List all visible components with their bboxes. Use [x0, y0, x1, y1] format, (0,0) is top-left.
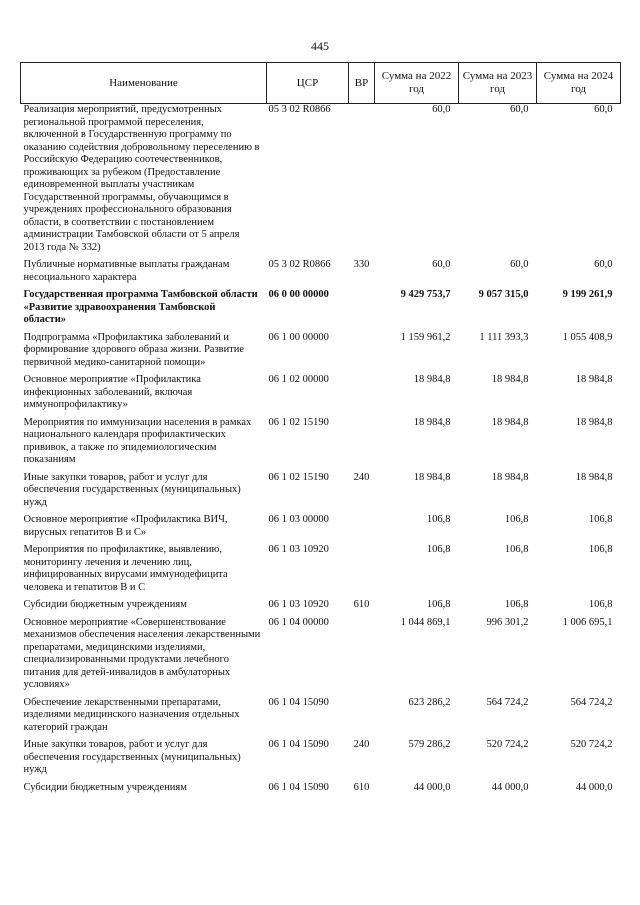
- row-2022: 60,0: [432, 259, 451, 270]
- header-code: ЦСР: [267, 63, 349, 104]
- row-2024: 564 724,2: [570, 696, 613, 708]
- table-row: [21, 509, 621, 539]
- row-2023: 996 301,2: [486, 616, 529, 628]
- row-code: 06 0 00 00000: [268, 289, 329, 300]
- row-vr: [349, 327, 375, 370]
- header-2022: Сумма на 2022 год: [375, 63, 459, 104]
- row-2022: 1 159 961,2: [400, 331, 451, 343]
- row-2024: 18 984,8: [575, 374, 613, 385]
- row-code: 06 1 02 15190: [268, 471, 329, 483]
- row-2022: 1 044 869,1: [400, 616, 451, 628]
- row-name: Основное мероприятие «Профилактика инфекционных заболеваний, включая иммунопрофилактику»: [23, 374, 201, 410]
- page-number: 445: [311, 39, 329, 53]
- row-vr: [349, 104, 375, 255]
- row-name: Иные закупки товаров, работ и услуг для обеспечения государственных (муниципальных) нужд: [23, 471, 241, 508]
- table-row: [21, 369, 621, 412]
- row-code: 06 1 03 00000: [268, 514, 329, 525]
- table-row: [21, 777, 621, 795]
- row-code: 05 3 02 R0866: [268, 104, 331, 115]
- row-vr: [349, 412, 375, 467]
- row-name: Субсидии бюджетным учреждениям: [23, 781, 187, 793]
- row-code: 06 1 04 00000: [268, 616, 329, 628]
- row-name: Реализация мероприятий, предусмотренных региональной программой переселения, включенной в Государственную программу по оказанию содействия добровольному переселению в Российскую Федерацию соотечественников, проживающих за рубежом (Предоставление единовременной выплаты участникам Государственной программы, обучающимся в учреждениях профессионального образования области, в соответствии с постановлением администрации Тамбовской области от 5 апреля 2013 года № 332): [23, 104, 260, 253]
- table-row: [21, 467, 621, 510]
- row-2023: 18 984,8: [491, 374, 529, 385]
- row-2024: 9 199 261,9: [562, 289, 613, 300]
- row-2023: 520 724,2: [486, 739, 529, 750]
- row-vr: [349, 369, 375, 412]
- row-name: Государственная программа Тамбовской области «Развитие здравоохранения Тамбовской области»: [23, 289, 258, 325]
- table-row: [21, 254, 621, 284]
- row-code: 06 1 04 15090: [268, 781, 329, 793]
- table-row: [21, 594, 621, 612]
- row-2022: 9 429 753,7: [400, 289, 451, 300]
- row-2024: 520 724,2: [570, 739, 613, 750]
- budget-table: [20, 62, 621, 794]
- row-code: 06 1 00 00000: [268, 331, 329, 343]
- row-2023: 106,8: [504, 599, 529, 610]
- row-name: Подпрограмма «Профилактика заболеваний и формирование здорового образа жизни. Развитие первичной медико-санитарной помощи»: [23, 331, 245, 368]
- row-code: 06 1 02 00000: [268, 374, 329, 385]
- row-2023: 18 984,8: [491, 471, 529, 483]
- row-name: Обеспечение лекарственными препаратами, изделиями медицинского назначения отдельных категорий граждан: [23, 696, 240, 733]
- row-2022: 579 286,2: [408, 739, 451, 750]
- table-body: [21, 104, 621, 795]
- row-2023: 564 724,2: [486, 696, 529, 708]
- row-2022: 18 984,8: [413, 374, 451, 385]
- row-2024: 106,8: [588, 514, 613, 525]
- header-2023: Сумма на 2023 год: [459, 63, 537, 104]
- row-2024: 106,8: [588, 599, 613, 610]
- row-2023: 60,0: [510, 259, 529, 270]
- row-2022: 623 286,2: [408, 696, 451, 708]
- table-row: [21, 327, 621, 370]
- table-row: [21, 692, 621, 735]
- row-2022: 106,8: [426, 599, 451, 610]
- row-2022: 18 984,8: [413, 471, 451, 483]
- row-vr: [349, 509, 375, 539]
- row-2024: 60,0: [594, 259, 613, 270]
- row-2024: 18 984,8: [575, 471, 613, 483]
- row-code: 06 1 02 15190: [268, 416, 329, 428]
- row-2022: 18 984,8: [413, 416, 451, 428]
- row-2022: 60,0: [432, 104, 451, 115]
- table-row: [21, 412, 621, 467]
- row-2023: 44 000,0: [491, 781, 529, 793]
- row-name: Мероприятия по профилактике, выявлению, мониторингу лечения и лечению лиц, инфицированных вирусами иммунодефицита человека и гепатитов В и С: [23, 544, 228, 593]
- row-2024: 60,0: [594, 104, 613, 115]
- row-code: 06 1 03 10920: [268, 544, 329, 555]
- table-row: [21, 284, 621, 327]
- row-vr: [349, 612, 375, 692]
- row-2023: 60,0: [510, 104, 529, 115]
- row-vr: 610: [353, 599, 370, 610]
- row-vr: 240: [353, 739, 370, 750]
- row-name: Основное мероприятие «Совершенствование механизмов обеспечения населения лекарственными препаратами, медицинскими изделиями, специализированными продуктами лечебного питания для детей-инвалидов в амбулаторных условиях»: [23, 616, 261, 690]
- row-name: Субсидии бюджетным учреждениям: [23, 599, 187, 610]
- table-row: [21, 612, 621, 692]
- header-vr: ВР: [349, 63, 375, 104]
- row-2022: 106,8: [426, 544, 451, 555]
- header-2024: Сумма на 2024 год: [537, 63, 621, 104]
- row-name: Основное мероприятие «Профилактика ВИЧ, вирусных гепатитов В и С»: [23, 514, 228, 538]
- table-row: [21, 104, 621, 255]
- row-vr: [349, 284, 375, 327]
- table-header: [21, 63, 621, 104]
- row-name: Мероприятия по иммунизации населения в рамках национального календаря профилактических прививок, а также по эпидемиологическим показаниям: [23, 416, 252, 465]
- row-2023: 1 111 393,3: [479, 331, 529, 343]
- row-2022: 106,8: [426, 514, 451, 525]
- row-vr: 610: [353, 781, 370, 793]
- table-row: [21, 734, 621, 777]
- row-code: 05 3 02 R0866: [268, 259, 331, 270]
- row-2024: 44 000,0: [575, 781, 613, 793]
- row-vr: 330: [353, 259, 370, 270]
- row-2024: 1 055 408,9: [562, 331, 613, 343]
- header-name: Наименование: [21, 63, 267, 104]
- row-code: 06 1 03 10920: [268, 599, 329, 610]
- row-2023: 106,8: [504, 544, 529, 555]
- row-2023: 9 057 315,0: [478, 289, 529, 300]
- row-2024: 18 984,8: [575, 416, 613, 428]
- row-vr: 240: [353, 471, 370, 483]
- row-code: 06 1 04 15090: [268, 696, 329, 708]
- row-2022: 44 000,0: [413, 781, 451, 793]
- table-row: [21, 539, 621, 594]
- row-code: 06 1 04 15090: [268, 739, 329, 750]
- row-name: Иные закупки товаров, работ и услуг для обеспечения государственных (муниципальных) нужд: [23, 739, 241, 775]
- row-name: Публичные нормативные выплаты гражданам несоциального характера: [23, 259, 230, 283]
- row-vr: [349, 539, 375, 594]
- row-2023: 18 984,8: [491, 416, 529, 428]
- row-2023: 106,8: [504, 514, 529, 525]
- row-2024: 106,8: [588, 544, 613, 555]
- row-2024: 1 006 695,1: [562, 616, 613, 628]
- row-vr: [349, 692, 375, 735]
